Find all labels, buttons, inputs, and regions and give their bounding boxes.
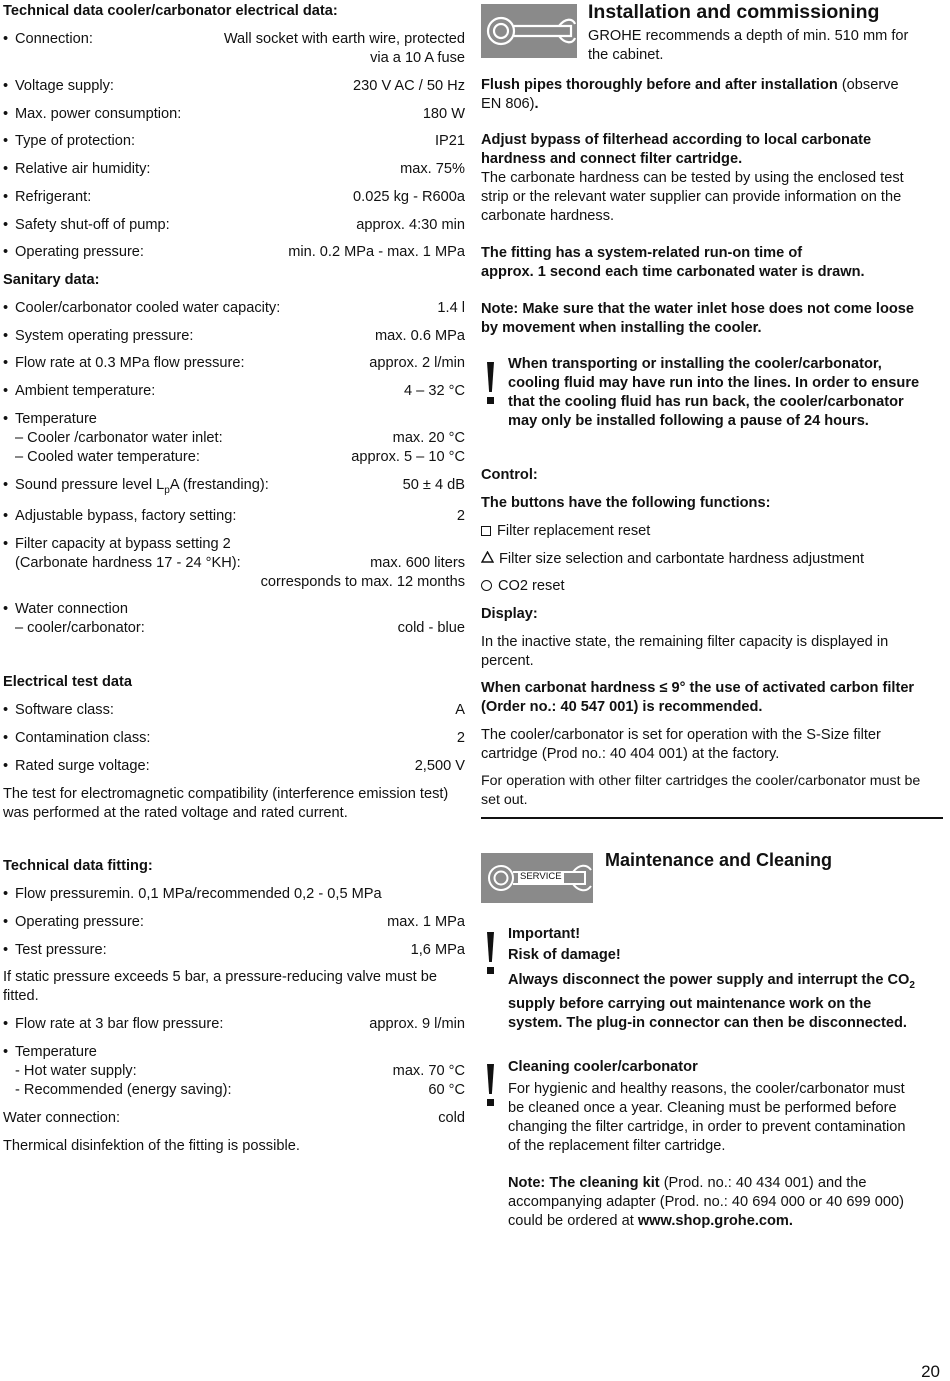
test-heading: Electrical test data bbox=[3, 674, 132, 690]
software-label: • Software class: bbox=[15, 702, 114, 718]
protection-label: • Type of protection: bbox=[15, 133, 136, 149]
other-line-2: set out. bbox=[481, 792, 528, 808]
bypass-normal-3: carbonate hardness. bbox=[481, 208, 615, 224]
power-value: 180 W bbox=[422, 106, 465, 122]
cleaning-line-4: of the replacement filter cartridge. bbox=[508, 1138, 726, 1154]
fitting-water-row bbox=[3, 1109, 465, 1128]
cooled-label: – Cooled water temperature: bbox=[15, 449, 200, 465]
refrigerant-label: • Refrigerant: bbox=[15, 189, 92, 205]
transport-warning bbox=[508, 355, 948, 431]
bypass-bold-1: Adjust bypass of filterhead according to local carbonate bbox=[481, 132, 872, 148]
static-line-2: fitted. bbox=[3, 988, 39, 1004]
capacity-row bbox=[3, 299, 465, 318]
humidity-label: • Relative air humidity: bbox=[15, 161, 151, 177]
important-warning bbox=[508, 925, 948, 1033]
power-label: • Max. power consumption: bbox=[15, 106, 182, 122]
flow-value: approx. 2 l/min bbox=[369, 355, 465, 371]
depth-line-1: GROHE recommends a depth of min. 510 mm for bbox=[588, 28, 909, 44]
runon-line-1: The fitting has a system-related run-on time of bbox=[481, 245, 803, 261]
carbon-line-1: When carbonat hardness ≤ 9° the use of activated carbon filter bbox=[481, 680, 915, 696]
contam-row bbox=[3, 729, 465, 748]
fitting-water-label: Water connection: bbox=[3, 1110, 121, 1126]
ambient-value: 4 – 32 °C bbox=[403, 383, 465, 399]
water-label-2: – cooler/carbonator: bbox=[15, 620, 145, 636]
temperature-block bbox=[3, 410, 465, 467]
page-number: 20 bbox=[921, 1362, 940, 1381]
cooled-value: approx. 5 – 10 °C bbox=[351, 449, 465, 465]
capacity-value: 1.4 l bbox=[437, 300, 465, 316]
filter-label-1: • Filter capacity at bypass setting 2 bbox=[15, 536, 231, 552]
kit-line-1: (Prod. no.: 40 434 001) and the bbox=[659, 1175, 867, 1191]
hot-label: - Hot water supply: bbox=[15, 1063, 137, 1079]
important-line-5: system. The plug-in connector can then be disconnected. bbox=[508, 1014, 907, 1031]
button-co2-reset-label: CO2 reset bbox=[498, 578, 565, 594]
emc-line-2: was performed at the rated voltage and rated current. bbox=[3, 805, 348, 821]
cleaning-kit-note bbox=[508, 1174, 948, 1231]
sound-label-sub: p bbox=[164, 484, 170, 496]
section-divider bbox=[481, 817, 943, 819]
test-pressure-value: 1,6 MPa bbox=[410, 942, 465, 958]
voltage-value: 230 V AC / 50 Hz bbox=[353, 78, 465, 94]
inlet-value: max. 20 °C bbox=[392, 430, 465, 446]
contam-value: 2 bbox=[456, 730, 465, 746]
ssize-line-1: The cooler/carbonator is set for operation with the S-Size filter bbox=[481, 727, 881, 743]
fitting-temperature-block bbox=[3, 1043, 465, 1100]
button-co2-reset bbox=[481, 577, 565, 596]
shop-link[interactable]: www.shop.grohe.com. bbox=[637, 1213, 793, 1229]
oppressure-row bbox=[3, 243, 465, 262]
water-connection-block bbox=[3, 600, 465, 638]
sanitary-heading: Sanitary data: bbox=[3, 272, 100, 288]
flow-pressure-row: • Flow pressuremin. 0,1 MPa/recommended 0,2 - 0,5 MPa bbox=[3, 885, 465, 904]
other-filter-text bbox=[481, 772, 950, 810]
connection-row bbox=[3, 30, 465, 68]
display-line-1: In the inactive state, the remaining filter capacity is displayed in bbox=[481, 634, 889, 650]
syspressure-label: • System operating pressure: bbox=[15, 328, 194, 344]
syspressure-value: max. 0.6 MPa bbox=[374, 328, 465, 344]
important-line-4: supply before carrying out maintenance work on the bbox=[508, 995, 872, 1012]
buttons-heading: The buttons have the following functions: bbox=[481, 495, 771, 511]
bypass-text bbox=[481, 131, 943, 226]
bypass-value: 2 bbox=[456, 508, 465, 524]
bypass-normal-2: strip or the relevant water supplier can provide information on the bbox=[481, 189, 902, 205]
kit-bold: Note: The cleaning kit bbox=[508, 1175, 660, 1191]
wrench-icon bbox=[481, 4, 577, 58]
display-text bbox=[481, 633, 943, 671]
flow-row bbox=[3, 354, 465, 373]
triangle-icon bbox=[481, 550, 494, 569]
connection-value: Wall socket with earth wire, protected bbox=[223, 31, 465, 47]
capacity-label: • Cooler/carbonator cooled water capacity: bbox=[15, 300, 281, 316]
transport-warning-3: that the cooling fluid has run back, the cooler/carbonator bbox=[508, 394, 904, 410]
depth-line-2: the cabinet. bbox=[588, 47, 664, 63]
important-line-3: Always disconnect the power supply and interrupt the CO bbox=[508, 972, 910, 988]
sound-label-post: A (frestanding): bbox=[169, 477, 269, 493]
bypass-row bbox=[3, 507, 465, 526]
fitting-oppressure-value: max. 1 MPa bbox=[387, 914, 465, 930]
shutoff-label: • Safety shut-off of pump: bbox=[15, 217, 170, 233]
connection-label: • Connection: bbox=[15, 31, 93, 47]
protection-row bbox=[3, 132, 465, 151]
sound-label-pre: Sound pressure level L bbox=[15, 477, 165, 493]
test-pressure-row bbox=[3, 941, 465, 960]
filter-value-2: corresponds to max. 12 months bbox=[260, 574, 465, 590]
flow3-value: approx. 9 l/min bbox=[369, 1016, 465, 1032]
software-value: A bbox=[455, 702, 465, 718]
rec-value: 60 °C bbox=[428, 1082, 465, 1098]
software-row bbox=[3, 701, 465, 720]
button-filter-reset-label: Filter replacement reset bbox=[497, 523, 651, 539]
water-value: cold - blue bbox=[397, 620, 465, 636]
flush-normal: (observe bbox=[837, 77, 899, 93]
shutoff-row bbox=[3, 216, 465, 235]
bypass-label: • Adjustable bypass, factory setting: bbox=[15, 508, 237, 524]
hose-note bbox=[481, 300, 943, 338]
flush-line-2: EN 806) bbox=[481, 96, 535, 112]
transport-warning-2: cooling fluid may have run into the lines. In order to ensure bbox=[508, 375, 920, 391]
button-filter-reset bbox=[481, 522, 650, 541]
contam-label: • Contamination class: bbox=[15, 730, 151, 746]
surge-label: • Rated surge voltage: bbox=[15, 758, 150, 774]
circle-icon bbox=[481, 580, 492, 591]
flow3-row bbox=[3, 1015, 465, 1034]
depth-text bbox=[588, 27, 908, 65]
syspressure-row bbox=[3, 327, 465, 346]
water-label-1: • Water connection bbox=[15, 601, 129, 617]
refrigerant-value: 0.025 kg - R600a bbox=[353, 189, 465, 205]
hot-value: max. 70 °C bbox=[392, 1063, 465, 1079]
carbon-note bbox=[481, 679, 943, 717]
important-line-3-sub: 2 bbox=[909, 979, 915, 991]
connection-value-2: via a 10 A fuse bbox=[370, 50, 465, 66]
filter-block bbox=[3, 535, 465, 592]
button-filter-size bbox=[481, 550, 864, 569]
ssize-text bbox=[481, 726, 943, 764]
cleaning-line-2: be cleaned once a year. Cleaning must be performed before bbox=[508, 1100, 897, 1116]
other-line-1: For operation with other filter cartridges the cooler/carbonator must be bbox=[481, 773, 921, 789]
humidity-row bbox=[3, 160, 465, 179]
filter-label-2: (Carbonate hardness 17 - 24 °KH): bbox=[15, 555, 241, 571]
transport-warning-4: may only be installed following a pause of 24 hours. bbox=[508, 413, 869, 429]
flow-label: • Flow rate at 0.3 MPa flow pressure: bbox=[15, 355, 245, 371]
rec-label: - Recommended (energy saving): bbox=[15, 1082, 232, 1098]
button-filter-size-label: Filter size selection and carbontate hardness adjustment bbox=[499, 551, 865, 567]
humidity-value: max. 75% bbox=[400, 161, 465, 177]
voltage-row bbox=[3, 77, 465, 96]
cleaning-heading: Cleaning cooler/carbonator bbox=[508, 1059, 698, 1075]
control-heading: Control: bbox=[481, 467, 538, 483]
static-pressure-text bbox=[3, 968, 465, 1006]
runon-text bbox=[481, 244, 943, 282]
elec-heading: Technical data cooler/carbonator electrical data: bbox=[3, 3, 338, 19]
emc-line-1: The test for electromagnetic compatibility (interference emission test) bbox=[3, 786, 449, 802]
fitting-oppressure-label: • Operating pressure: bbox=[15, 914, 144, 930]
oppressure-label: • Operating pressure: bbox=[15, 244, 144, 260]
sound-value: 50 ± 4 dB bbox=[402, 477, 465, 493]
filter-value: max. 600 liters bbox=[370, 555, 465, 571]
surge-row bbox=[3, 757, 465, 776]
important-line-2: Risk of damage! bbox=[508, 947, 621, 963]
cleaning-line-1: For hygienic and healthy reasons, the cooler/carbonator must bbox=[508, 1081, 905, 1097]
bypass-bold-2: hardness and connect filter cartridge. bbox=[481, 151, 743, 167]
kit-line-2: accompanying adapter (Prod. no.: 40 694 000 or 40 699 000) bbox=[508, 1194, 904, 1210]
cleaning-line-3: changing the filter cartridge, in order to prevent contamination bbox=[508, 1119, 906, 1135]
refrigerant-row bbox=[3, 188, 465, 207]
shutoff-value: approx. 4:30 min bbox=[356, 217, 465, 233]
protection-value: IP21 bbox=[434, 133, 465, 149]
square-icon bbox=[481, 526, 491, 536]
flush-dot: . bbox=[534, 96, 539, 112]
static-line-1: If static pressure exceeds 5 bar, a pressure-reducing valve must be bbox=[3, 969, 437, 985]
maint-title: Maintenance and Cleaning bbox=[605, 850, 833, 870]
important-line-1: Important! bbox=[508, 926, 581, 942]
ambient-row bbox=[3, 382, 465, 401]
service-wrench-icon bbox=[481, 853, 593, 903]
bypass-normal-1: The carbonate hardness can be tested by using the enclosed test bbox=[481, 170, 904, 186]
fitting-water-value: cold bbox=[438, 1110, 465, 1126]
kit-line-3: could be ordered at bbox=[508, 1213, 638, 1229]
ssize-line-2: cartridge (Prod no.: 40 404 001) at the factory. bbox=[481, 746, 780, 762]
hose-note-1: Note: Make sure that the water inlet hose does not come loose bbox=[481, 301, 915, 317]
thermal-text: Thermical disinfektion of the fitting is possible. bbox=[3, 1138, 300, 1154]
temperature-label: • Temperature bbox=[15, 411, 97, 427]
emc-text bbox=[3, 785, 473, 823]
display-line-2: percent. bbox=[481, 653, 534, 669]
carbon-line-2: (Order no.: 40 547 001) is recommended. bbox=[481, 699, 763, 715]
cleaning-block bbox=[508, 1058, 948, 1156]
surge-value: 2,500 V bbox=[414, 758, 465, 774]
hose-note-2: by movement when installing the cooler. bbox=[481, 320, 762, 336]
fitting-temp-label: • Temperature bbox=[15, 1044, 97, 1060]
voltage-label: • Voltage supply: bbox=[15, 78, 114, 94]
flush-text bbox=[481, 76, 943, 114]
fitting-oppressure-row bbox=[3, 913, 465, 932]
flush-bold: Flush pipes thoroughly before and after installation bbox=[481, 77, 838, 93]
ambient-label: • Ambient temperature: bbox=[15, 383, 156, 399]
service-label: SERVICE bbox=[520, 871, 562, 882]
test-pressure-label: • Test pressure: bbox=[15, 942, 107, 958]
power-row bbox=[3, 105, 465, 124]
sound-label bbox=[15, 476, 269, 500]
runon-line-2: approx. 1 second each time carbonated water is drawn. bbox=[481, 264, 865, 280]
inlet-label: – Cooler /carbonator water inlet: bbox=[15, 430, 223, 446]
fitting-heading: Technical data fitting: bbox=[3, 858, 153, 874]
sound-row bbox=[3, 476, 465, 500]
display-heading: Display: bbox=[481, 606, 538, 622]
oppressure-value: min. 0.2 MPa - max. 1 MPa bbox=[288, 244, 465, 260]
install-title: Installation and commissioning bbox=[588, 1, 880, 23]
flow3-label: • Flow rate at 3 bar flow pressure: bbox=[15, 1016, 224, 1032]
transport-warning-1: When transporting or installing the cooler/carbonator, bbox=[508, 356, 882, 372]
